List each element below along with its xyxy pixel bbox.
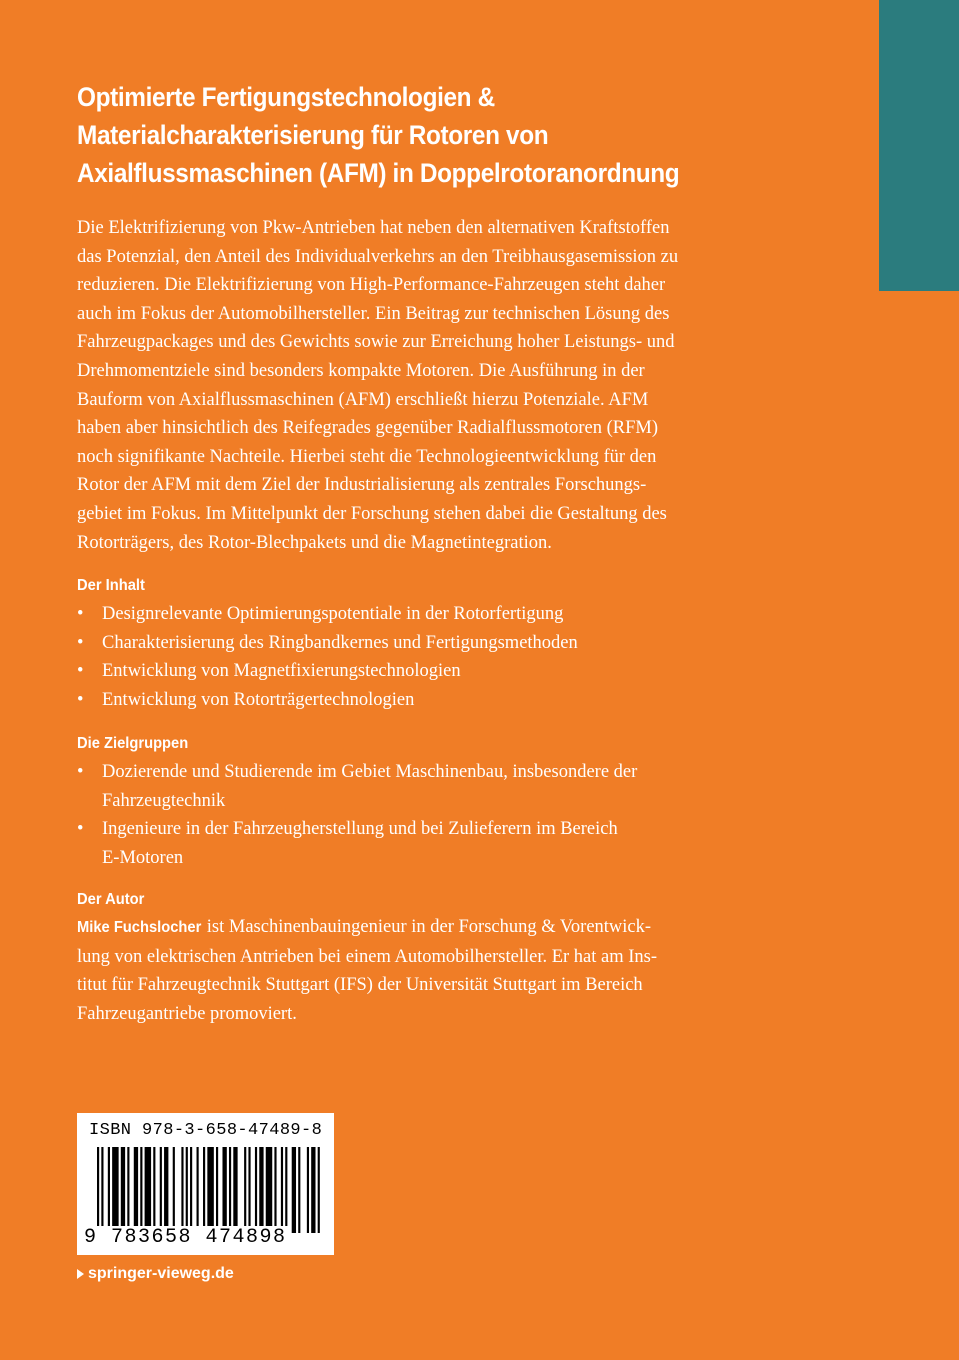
barcode-bar — [97, 1147, 99, 1233]
inhalt-heading: Der Inhalt — [77, 577, 145, 594]
barcode-bar — [318, 1147, 320, 1233]
barcode-bar — [281, 1147, 283, 1233]
blurb-line: Fahrzeugpackages und des Gewichts sowie zur Erreichung hoher Leistungs- und — [77, 332, 675, 353]
barcode-bar — [292, 1147, 296, 1233]
barcode-bar — [266, 1147, 272, 1233]
author-bio-line: Fahrzeugantriebe promoviert. — [77, 1003, 297, 1024]
barcode-bar — [222, 1147, 226, 1233]
author-name: Mike Fuchslocher — [77, 919, 202, 936]
list-item: • Entwicklung von Magnetfixierungstechnologien — [77, 657, 797, 686]
barcode-bar — [190, 1147, 192, 1233]
title-line: Axialflussmaschinen (AFM) in Doppelrotoranordnung — [77, 158, 680, 188]
barcode-bar — [307, 1147, 309, 1233]
title-line: Optimierte Fertigungstechnologien & — [77, 82, 495, 112]
bullet-icon: • — [77, 604, 84, 624]
barcode-bar — [181, 1147, 183, 1233]
arrow-right-icon — [77, 1269, 84, 1279]
barcode-bar — [101, 1147, 103, 1233]
list-item: • Ingenieure in der Fahrzeugherstellung und bei Zulieferern im Bereich E-Motoren — [77, 815, 797, 872]
blurb-line: Die Elektrifizierung von Pkw-Antrieben hat neben den alternativen Kraftstoffen — [77, 218, 670, 238]
bullet-icon: • — [77, 632, 84, 653]
blurb-line: Rotorträgers, des Rotor-Blechpakets und die Magnetintegration. — [77, 532, 552, 553]
blurb-line: noch signifikante Nachteile. Hierbei steht die Technologieentwicklung für den — [77, 446, 657, 467]
barcode-bar — [274, 1147, 276, 1233]
barcode-bar — [186, 1147, 188, 1233]
barcode-bar — [108, 1147, 110, 1233]
barcode-bar — [229, 1147, 231, 1233]
author-bio — [77, 913, 807, 1028]
blurb-line: Drehmomentziele sind besonders kompakte Motoren. Die Ausführung in der — [77, 360, 645, 381]
blurb — [77, 214, 797, 557]
barcode-bar — [160, 1147, 162, 1233]
inhalt-list — [77, 600, 797, 714]
barcode-bar — [216, 1147, 218, 1233]
accent-tab — [879, 0, 959, 291]
blurb-line: reduzieren. Die Elektrifizierung von High-Performance-Fahrzeugen steht daher — [77, 275, 666, 296]
author-bio-line: titut für Fahrzeugtechnik Stuttgart (IFS) der Universität Stuttgart im Bereich — [77, 975, 643, 996]
barcode-bar — [197, 1147, 199, 1233]
barcode-bar — [207, 1147, 213, 1233]
blurb-line: auch im Fokus der Automobilhersteller. Ein Beitrag zur technischen Lösung des — [77, 303, 670, 324]
barcode-bar — [164, 1147, 168, 1233]
isbn-barcode — [77, 1113, 334, 1255]
barcode-bar — [298, 1147, 300, 1233]
barcode-bar — [311, 1147, 315, 1233]
barcode-bar — [145, 1147, 151, 1233]
barcode-bar — [255, 1147, 257, 1233]
blurb-line: Rotor der AFM mit dem Ziel der Industrialisierung als zentrales Forschungs- — [77, 475, 647, 496]
barcode-bar — [112, 1147, 118, 1233]
zielgruppen-list — [77, 758, 797, 872]
barcode-bar — [173, 1147, 175, 1233]
author-bio-line: ist Maschinenbauingenieur in der Forschung & Vorentwick- — [202, 917, 652, 937]
author-bio-line: lung von elektrischen Antrieben bei einem Automobilhersteller. Er hat am Ins- — [77, 946, 658, 967]
blurb-line: gebiet im Fokus. Im Mittelpunkt der Forschung stehen dabei die Gestaltung des — [77, 503, 667, 524]
blurb-line: haben aber hinsichtlich des Reifegrades gegenüber Radialflussmotoren (RFM) — [77, 418, 659, 439]
zielgruppen-heading: Die Zielgruppen — [77, 735, 189, 752]
barcode-bar — [134, 1147, 138, 1233]
barcode-bar — [121, 1147, 125, 1233]
autor-heading: Der Autor — [77, 891, 145, 908]
barcode-digits: 9 783658 474898 — [84, 1226, 287, 1249]
bullet-icon: • — [77, 762, 84, 782]
barcode-bar — [248, 1147, 250, 1233]
barcode-bar — [285, 1147, 287, 1233]
barcode-bar — [153, 1147, 155, 1233]
barcode-bar — [233, 1147, 237, 1233]
list-item: • Designrelevante Optimierungspotentiale in der Rotorfertigung — [77, 600, 797, 629]
barcode-bar — [244, 1147, 246, 1233]
bullet-icon: • — [77, 661, 84, 682]
barcode-bar — [259, 1147, 263, 1233]
barcode-bar — [203, 1147, 205, 1233]
list-item: • Charakterisierung des Ringbandkernes und Fertigungsmethoden — [77, 629, 797, 658]
barcode-bar — [140, 1147, 142, 1233]
list-item: • Dozierende und Studierende im Gebiet Maschinenbau, insbesondere der Fahrzeugtechnik — [77, 758, 797, 815]
bullet-icon: • — [77, 819, 84, 840]
bullet-icon: • — [77, 689, 84, 710]
book-title — [77, 78, 804, 192]
publisher-url[interactable]: springer-vieweg.de — [88, 1265, 234, 1282]
blurb-line: das Potenzial, den Anteil des Individualverkehrs an den Treibhausgasemission zu — [77, 246, 679, 267]
publisher-link[interactable] — [77, 1265, 234, 1283]
list-item: • Entwicklung von Rotorträgertechnologien — [77, 686, 797, 715]
blurb-line: Bauform von Axialflussmaschinen (AFM) erschließt hierzu Potenziale. AFM — [77, 389, 649, 410]
barcode-bars — [97, 1147, 322, 1233]
title-line: Materialcharakterisierung für Rotoren von — [77, 120, 549, 150]
isbn-label: ISBN 978-3-658-47489-8 — [89, 1121, 323, 1140]
barcode-bar — [127, 1147, 129, 1233]
